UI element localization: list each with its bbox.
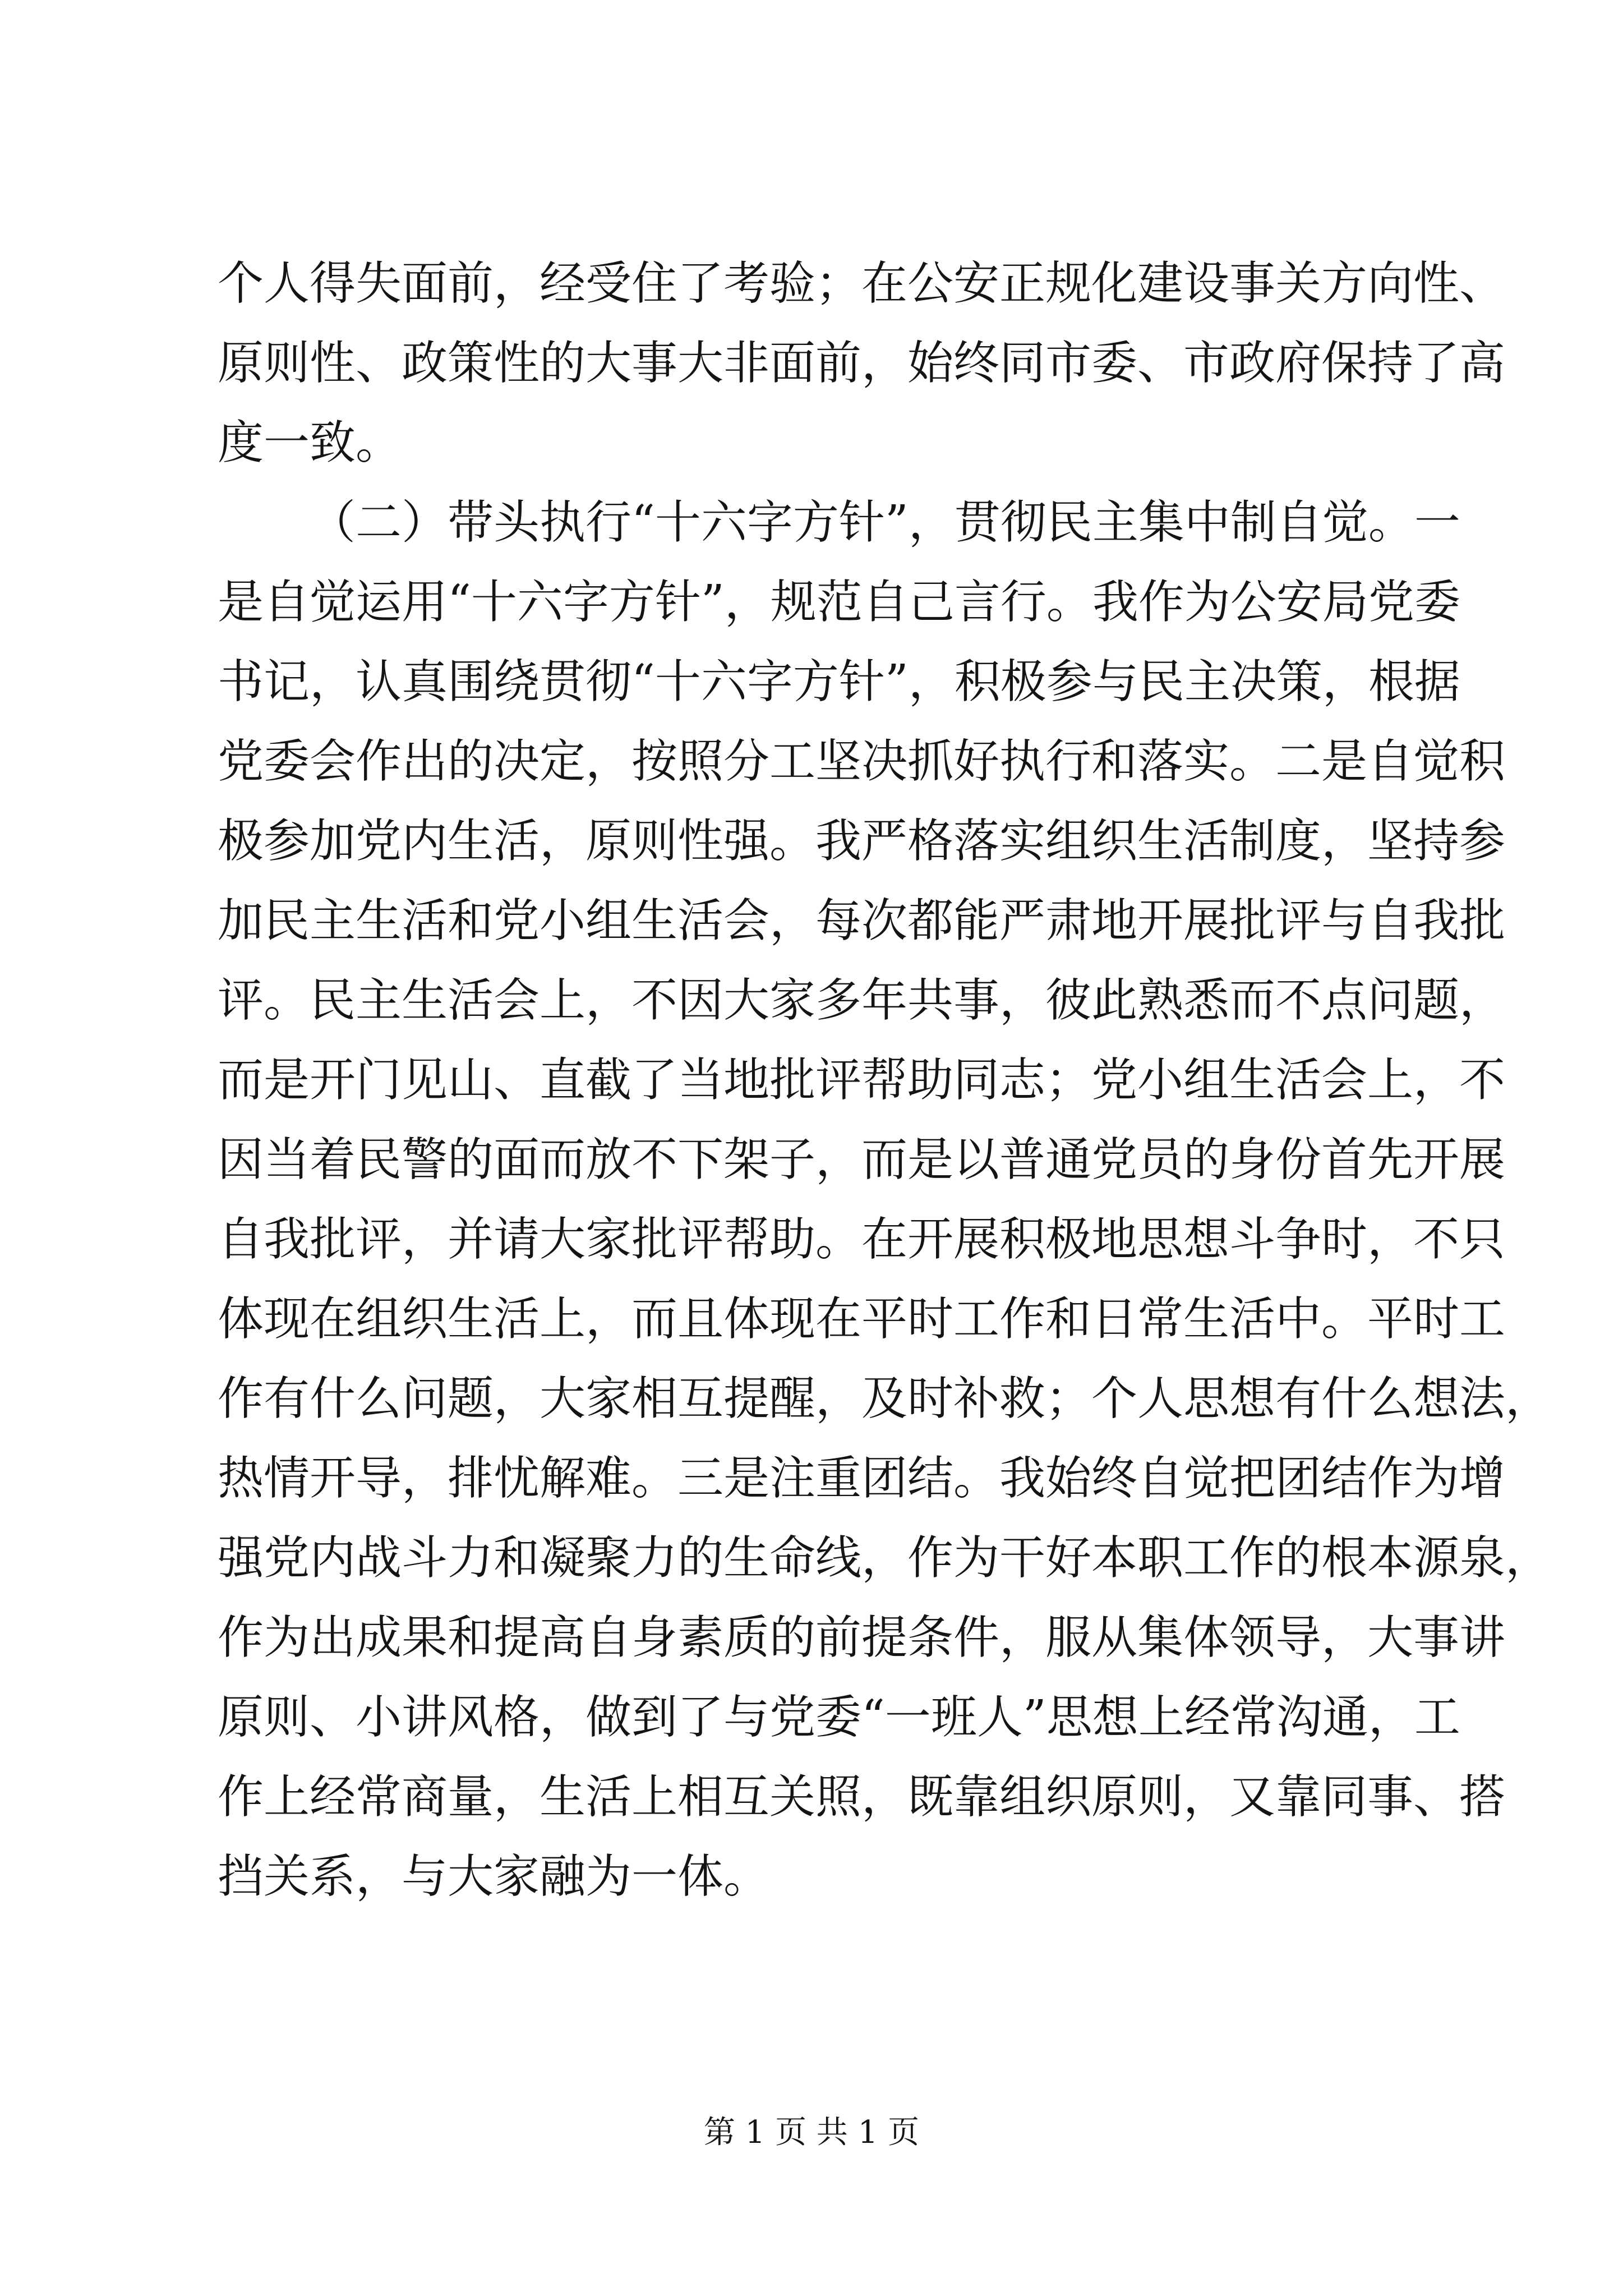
text-line: 极参加党内生活，原则性强。我严格落实组织生活制度，坚持参 — [218, 815, 1506, 868]
text-line: 党委会作出的决定，按照分工坚决抓好执行和落实。二是自觉积 — [218, 735, 1506, 788]
text-line: 加民主生活和党小组生活会，每次都能严肃地开展批评与自我批 — [218, 894, 1506, 947]
text-line: 而是开门见山、直截了当地批评帮助同志；党小组生活会上，不 — [218, 1053, 1506, 1107]
text-line: 个人得失面前，经受住了考验；在公安正规化建设事关方向性、 — [218, 257, 1506, 310]
text-line: 强党内战斗力和凝聚力的生命线，作为干好本职工作的根本源泉， — [218, 1531, 1552, 1585]
text-line: 作有什么问题，大家相互提醒，及时补救；个人思想有什么想法， — [218, 1372, 1552, 1425]
text-line: 原则性、政策性的大事大非面前，始终同市委、市政府保持了高 — [218, 337, 1506, 390]
page-footer: 第 1 页 共 1 页 — [703, 2114, 920, 2151]
text-line: 作上经常商量，生活上相互关照，既靠组织原则，又靠同事、搭 — [218, 1770, 1506, 1824]
paragraph-first-line: （二）带头执行“十六字方针”，贯彻民主集中制自觉。一 — [310, 496, 1460, 549]
text-line: 是自觉运用“十六字方针”，规范自己言行。我作为公安局党委 — [218, 576, 1460, 629]
text-line: 度一致。 — [218, 416, 402, 470]
body-text — [218, 244, 1552, 1917]
text-line: 作为出成果和提高自身素质的前提条件，服从集体领导，大事讲 — [218, 1611, 1506, 1664]
text-line: 自我批评，并请大家批评帮助。在开展积极地思想斗争时，不只 — [218, 1213, 1506, 1266]
text-line: 挡关系，与大家融为一体。 — [218, 1850, 770, 1903]
text-line: 评。民主生活会上，不因大家多年共事，彼此熟悉而不点问题， — [218, 974, 1506, 1027]
text-line: 书记，认真围绕贯彻“十六字方针”，积极参与民主决策，根据 — [218, 655, 1460, 708]
text-line: 体现在组织生活上，而且体现在平时工作和日常生活中。平时工 — [218, 1292, 1506, 1346]
text-line: 因当着民警的面而放不下架子，而是以普通党员的身份首先开展 — [218, 1133, 1506, 1186]
text-line: 原则、小讲风格，做到了与党委“一班人”思想上经常沟通，工 — [218, 1691, 1460, 1744]
text-line: 热情开导，排忧解难。三是注重团结。我始终自觉把团结作为增 — [218, 1452, 1506, 1505]
